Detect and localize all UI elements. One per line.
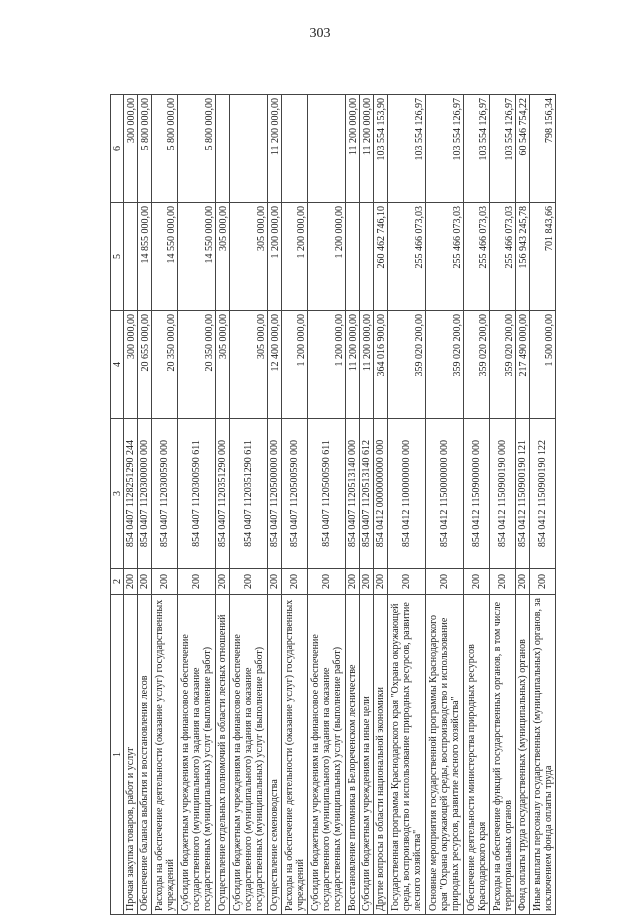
table-header-row (111, 95, 124, 915)
row-remaining-amount-cell: 300 000,00 (124, 95, 138, 203)
row-remaining-amount-cell (230, 95, 268, 203)
row-classification-code-cell: 854 0407 1120500590 000 (282, 419, 308, 569)
row-name-cell: Прочая закупка товаров, работ и услуг (124, 595, 138, 915)
row-name-cell: Основные мероприятия государственной программы Краснодарского края "Охрана окружающей среды, воспроизводство и использование природных ресурсов, развитие лесного хозяйства" (426, 595, 464, 915)
row-approved-amount-cell: 1 500 000,00 (530, 311, 556, 419)
row-line-code-cell: 200 (374, 569, 388, 595)
header-cell: 2 (111, 569, 124, 595)
row-approved-amount-cell: 1 200 000,00 (282, 311, 308, 419)
row-name-cell: Фонд оплаты труда государственных (муниципальных) органов (516, 595, 530, 915)
row-remaining-amount-cell (308, 95, 346, 203)
table-body (111, 95, 556, 915)
table-row (124, 95, 138, 915)
table-row (216, 95, 230, 915)
row-approved-amount-cell: 300 000,00 (124, 311, 138, 419)
row-executed-amount-cell: 14 855 000,00 (138, 203, 152, 311)
row-approved-amount-cell: 11 200 000,00 (346, 311, 360, 419)
row-line-code-cell: 200 (464, 569, 490, 595)
row-classification-code-cell: 854 0407 1120513140 000 (346, 419, 360, 569)
row-name-cell: Субсидии бюджетным учреждениям на финансовое обеспечение государственного (муниципального) задания на оказание государственных (муниципальных) услуг (выполнение работ) (230, 595, 268, 915)
row-name-cell: Обеспечение баланса выбытия и восстановления лесов (138, 595, 152, 915)
row-approved-amount-cell: 359 020 200,00 (490, 311, 516, 419)
row-approved-amount-cell: 359 020 200,00 (464, 311, 490, 419)
table-row (426, 95, 464, 915)
row-executed-amount-cell: 701 843,66 (530, 203, 556, 311)
row-remaining-amount-cell: 5 800 000,00 (138, 95, 152, 203)
row-approved-amount-cell: 217 490 000,00 (516, 311, 530, 419)
row-classification-code-cell: 854 0407 1120300590 000 (152, 419, 178, 569)
budget-table (110, 94, 556, 915)
row-name-cell: Субсидии бюджетным учреждениям на иные цели (360, 595, 374, 915)
row-remaining-amount-cell: 11 200 000,00 (360, 95, 374, 203)
row-approved-amount-cell: 20 655 000,00 (138, 311, 152, 419)
header-cell: 4 (111, 311, 124, 419)
row-remaining-amount-cell: 103 554 153,90 (374, 95, 388, 203)
row-approved-amount-cell: 20 350 000,00 (152, 311, 178, 419)
row-executed-amount-cell: 1 200 000,00 (282, 203, 308, 311)
row-classification-code-cell: 854 0407 1120513140 612 (360, 419, 374, 569)
row-name-cell: Расходы на обеспечение деятельности (оказание услуг) государственных учреждений (152, 595, 178, 915)
row-line-code-cell: 200 (346, 569, 360, 595)
table-row (308, 95, 346, 915)
table-row (152, 95, 178, 915)
row-executed-amount-cell: 305 000,00 (230, 203, 268, 311)
row-name-cell: Субсидии бюджетным учреждениям на финансовое обеспечение государственного (муниципального) задания на оказание государственных (муниципальных) услуг (выполнение работ) (178, 595, 216, 915)
row-approved-amount-cell: 359 020 200,00 (388, 311, 426, 419)
row-classification-code-cell: 854 0412 1150900000 000 (464, 419, 490, 569)
row-approved-amount-cell: 20 350 000,00 (178, 311, 216, 419)
row-classification-code-cell: 854 0407 1120300000 000 (138, 419, 152, 569)
row-approved-amount-cell: 359 020 200,00 (426, 311, 464, 419)
row-executed-amount-cell: 156 943 245,78 (516, 203, 530, 311)
table-row (268, 95, 282, 915)
row-approved-amount-cell: 1 200 000,00 (308, 311, 346, 419)
table-row (516, 95, 530, 915)
row-approved-amount-cell: 364 016 900,00 (374, 311, 388, 419)
row-approved-amount-cell: 12 400 000,00 (268, 311, 282, 419)
table-row (230, 95, 268, 915)
row-line-code-cell: 200 (516, 569, 530, 595)
table-row (360, 95, 374, 915)
row-line-code-cell: 200 (230, 569, 268, 595)
row-executed-amount-cell (360, 203, 374, 311)
row-approved-amount-cell: 11 200 000,00 (360, 311, 374, 419)
header-cell: 5 (111, 203, 124, 311)
row-classification-code-cell: 854 0407 1120351290 611 (230, 419, 268, 569)
table-row (178, 95, 216, 915)
row-classification-code-cell: 854 0412 1150900190 000 (490, 419, 516, 569)
row-remaining-amount-cell: 11 200 000,00 (346, 95, 360, 203)
row-remaining-amount-cell: 103 554 126,97 (464, 95, 490, 203)
row-line-code-cell: 200 (308, 569, 346, 595)
row-classification-code-cell: 854 0407 1120351290 000 (216, 419, 230, 569)
row-classification-code-cell: 854 0412 1150900190 122 (530, 419, 556, 569)
row-remaining-amount-cell: 5 800 000,00 (178, 95, 216, 203)
row-classification-code-cell: 854 0407 1120500000 000 (268, 419, 282, 569)
row-name-cell: Государственная программа Краснодарского края "Охрана окружающей среды, воспроизводство и использование природных ресурсов, развитие лесного хозяйства" (388, 595, 426, 915)
row-executed-amount-cell: 1 200 000,00 (268, 203, 282, 311)
row-name-cell: Восстановление питомника в Белореченском лесничестве (346, 595, 360, 915)
table-row (282, 95, 308, 915)
table-row (388, 95, 426, 915)
row-line-code-cell: 200 (426, 569, 464, 595)
row-name-cell: Осуществление семеноводства (268, 595, 282, 915)
table-row (530, 95, 556, 915)
row-remaining-amount-cell: 103 554 126,97 (490, 95, 516, 203)
row-name-cell: Расходы на обеспечение функций государственных органов, в том числе территориальных органов (490, 595, 516, 915)
row-name-cell: Другие вопросы в области национальной экономики (374, 595, 388, 915)
row-classification-code-cell: 854 0407 1128251290 244 (124, 419, 138, 569)
table-row (346, 95, 360, 915)
row-executed-amount-cell: 255 466 073,03 (388, 203, 426, 311)
row-remaining-amount-cell: 5 800 000,00 (152, 95, 178, 203)
row-executed-amount-cell: 14 550 000,00 (178, 203, 216, 311)
row-line-code-cell: 200 (388, 569, 426, 595)
row-approved-amount-cell: 305 000,00 (230, 311, 268, 419)
table-row (374, 95, 388, 915)
row-classification-code-cell: 854 0412 1150900190 121 (516, 419, 530, 569)
row-executed-amount-cell: 14 550 000,00 (152, 203, 178, 311)
row-executed-amount-cell: 255 466 073,03 (464, 203, 490, 311)
row-name-cell: Обеспечение деятельности министерства природных ресурсов Краснодарского края (464, 595, 490, 915)
table-row (138, 95, 152, 915)
row-line-code-cell: 200 (216, 569, 230, 595)
row-remaining-amount-cell: 11 200 000,00 (268, 95, 282, 203)
header-cell: 6 (111, 95, 124, 203)
row-executed-amount-cell (124, 203, 138, 311)
row-executed-amount-cell (346, 203, 360, 311)
row-remaining-amount-cell (282, 95, 308, 203)
row-remaining-amount-cell: 60 546 754,22 (516, 95, 530, 203)
row-line-code-cell: 200 (282, 569, 308, 595)
table-row (490, 95, 516, 915)
row-classification-code-cell: 854 0412 1150000000 000 (426, 419, 464, 569)
row-name-cell: Субсидии бюджетным учреждениям на финансовое обеспечение государственного (муниципального) задания на оказание государственных (муниципальных) услуг (выполнение работ) (308, 595, 346, 915)
row-classification-code-cell: 854 0412 0000000000 000 (374, 419, 388, 569)
header-cell: 1 (111, 595, 124, 915)
header-cell: 3 (111, 419, 124, 569)
row-line-code-cell: 200 (268, 569, 282, 595)
row-line-code-cell: 200 (152, 569, 178, 595)
row-name-cell: Расходы на обеспечение деятельности (оказание услуг) государственных учреждений (282, 595, 308, 915)
row-line-code-cell: 200 (360, 569, 374, 595)
row-name-cell: Иные выплаты персоналу государственных (муниципальных) органов, за исключением фонда оплаты труда (530, 595, 556, 915)
row-line-code-cell: 200 (124, 569, 138, 595)
row-remaining-amount-cell: 103 554 126,97 (388, 95, 426, 203)
row-remaining-amount-cell: 798 156,34 (530, 95, 556, 203)
row-line-code-cell: 200 (490, 569, 516, 595)
row-executed-amount-cell: 305 000,00 (216, 203, 230, 311)
row-line-code-cell: 200 (178, 569, 216, 595)
row-classification-code-cell: 854 0412 1100000000 000 (388, 419, 426, 569)
row-approved-amount-cell: 305 000,00 (216, 311, 230, 419)
row-executed-amount-cell: 1 200 000,00 (308, 203, 346, 311)
row-classification-code-cell: 854 0407 1120300590 611 (178, 419, 216, 569)
page-number: 303 (309, 26, 331, 41)
row-classification-code-cell: 854 0407 1120500590 611 (308, 419, 346, 569)
row-line-code-cell: 200 (530, 569, 556, 595)
row-remaining-amount-cell (216, 95, 230, 203)
row-remaining-amount-cell: 103 554 126,97 (426, 95, 464, 203)
row-executed-amount-cell: 255 466 073,03 (490, 203, 516, 311)
row-executed-amount-cell: 260 462 746,10 (374, 203, 388, 311)
row-line-code-cell: 200 (138, 569, 152, 595)
row-executed-amount-cell: 255 466 073,03 (426, 203, 464, 311)
row-name-cell: Осуществление отдельных полномочий в области лесных отношений (216, 595, 230, 915)
rotated-table-container (110, 95, 580, 915)
table-row (464, 95, 490, 915)
